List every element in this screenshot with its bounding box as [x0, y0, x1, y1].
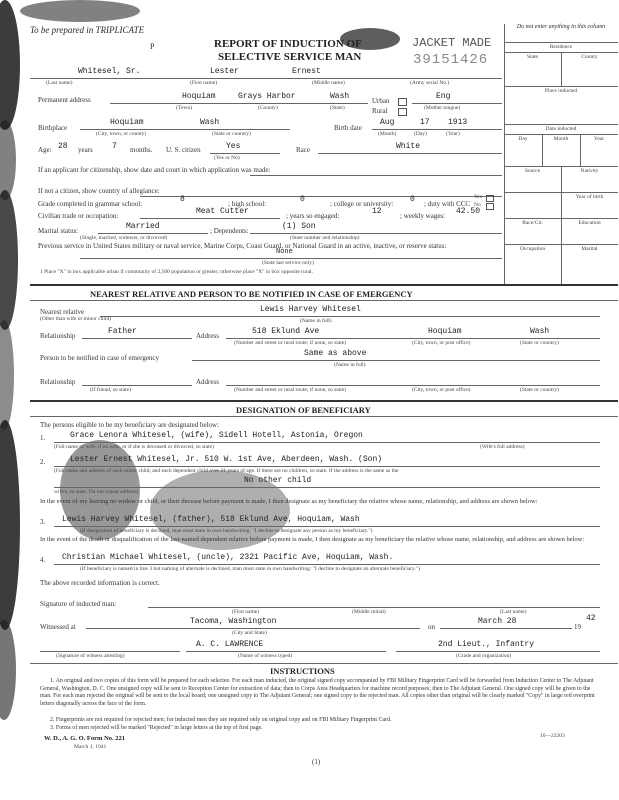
form-number: W. D., A. G. O. Form No. 221: [44, 735, 126, 742]
birth-date-label: Birth date: [334, 124, 362, 132]
last-name-label: (Last name): [46, 80, 73, 86]
witnessed-date: March 28: [478, 617, 517, 626]
rule: [54, 564, 600, 565]
high-school-value: 0: [300, 195, 305, 204]
ccc-no-label: No: [474, 202, 481, 208]
relationship-2-label: Relationship: [40, 378, 76, 386]
marital-status-value: Married: [126, 222, 160, 231]
address-label: Address: [196, 332, 219, 340]
signature-label: Signature of inducted man:: [40, 600, 117, 608]
weekly-wages-value: 42.50: [456, 207, 481, 216]
county-label: (County): [258, 105, 278, 111]
rule: [396, 651, 600, 652]
sig-last-label: (Last name): [500, 609, 527, 615]
rule: [561, 192, 562, 286]
sidebar-county: County: [581, 54, 598, 60]
rule: [100, 316, 600, 317]
header-mark: P: [150, 42, 155, 51]
beneficiary-index-2: 2.: [40, 458, 46, 466]
sidebar-occupation: Occupation: [519, 246, 546, 252]
trade-label: Civilian trade or occupation:: [38, 212, 119, 220]
person-name-label: (Name in full): [334, 362, 366, 368]
address-town-value: Hoquiam: [182, 92, 216, 101]
damage-stain: [20, 0, 140, 22]
witness-name: A. C. LAWRENCE: [196, 640, 264, 649]
instruction-2: 2. Fingerprints are not required for rejected men; for inducted men they are required only on original copy and on FBI Military Fingerprint Card.: [50, 717, 392, 723]
sidebar-state: State: [527, 54, 538, 60]
sidebar-race-cit: Race/Cit.: [522, 220, 543, 226]
citizen-value: Yes: [226, 142, 241, 151]
permanent-address-label: Permanent address: [38, 96, 91, 104]
rule: [186, 651, 386, 652]
race-label: Race: [296, 146, 310, 154]
section-rule: [30, 400, 618, 402]
rule: [148, 607, 600, 608]
section-rule: [30, 663, 618, 664]
rule: [98, 233, 208, 234]
ccc-yes-label: Yes: [474, 194, 483, 200]
city-state-label: (City and State): [232, 630, 267, 636]
rule: [504, 86, 618, 87]
address-2-label: Address: [196, 378, 219, 386]
beneficiary-index-1: 1.: [40, 434, 46, 442]
city-2-label: (City, town, or post office): [412, 387, 471, 393]
damage-stain: [0, 0, 20, 130]
ccc-yes-checkbox: [486, 195, 494, 202]
witness-rank-label: (Grade and organization): [456, 653, 512, 659]
section-rule: [30, 300, 618, 301]
birth-year-label: (Year): [446, 131, 460, 137]
witnessed-year-prefix: 19: [574, 623, 581, 631]
witnessed-place: Tacoma, Washington: [190, 617, 277, 626]
rule: [318, 153, 502, 154]
witnessed-at-label: Witnessed at: [40, 623, 76, 631]
relative-city-value: Hoquiam: [428, 327, 462, 336]
grammar-school-label: Grade completed in grammar school:: [38, 200, 143, 208]
sidebar-day: Day: [518, 136, 528, 142]
town-label: (Town): [176, 105, 193, 111]
sig-first-label: (First name): [232, 609, 260, 615]
weekly-wages-label: ; weekly wages:: [400, 212, 446, 220]
rule: [440, 628, 572, 629]
instructions-heading: INSTRUCTIONS: [270, 666, 335, 676]
beneficiary-line-3-sub: wife's, so state. Do not repeat address): [54, 489, 139, 495]
first-name-label: (First name): [190, 80, 218, 86]
previous-service-sub: (State last service only): [262, 260, 314, 266]
on-label: on: [428, 623, 435, 631]
emergency-heading: NEAREST RELATIVE AND PERSON TO BE NOTIFIED IN CASE OF EMERGENCY: [90, 289, 413, 299]
rule: [504, 244, 618, 245]
birth-day-label: (Day): [414, 131, 427, 137]
form-title-line1: REPORT OF INDUCTION OF: [214, 38, 362, 50]
damage-stain: [0, 420, 20, 630]
state-label-2: (State or country): [520, 340, 559, 346]
beneficiary-index-3: 3.: [40, 518, 46, 526]
age-years-value: 28: [58, 142, 68, 151]
beneficiary-index-4: 4.: [40, 556, 46, 564]
nearest-relative-label: Nearest relative: [40, 308, 85, 316]
birth-month-label: (Month): [378, 131, 397, 137]
previous-service-label: Previous service in United States military or naval service, Marine Corps, Coast Guard, or National Guard in an active, inactive, or reserve status:: [38, 242, 447, 250]
race-value: White: [396, 142, 421, 151]
rule: [54, 466, 600, 467]
information-correct: The above recorded information is correct.: [40, 579, 160, 587]
sidebar-residence: Residence: [549, 44, 573, 50]
person-notified-label: Person to be notified in case of emergency: [40, 354, 160, 362]
rule: [140, 196, 502, 197]
ccc-label: ; duty with CCC: [424, 200, 471, 208]
first-name-value: Lester: [210, 67, 239, 76]
rule: [250, 175, 502, 176]
urban-rural-footnote: 1 Place "X" in box applicable urban if community of 2,500 population or greater; otherwise place "X" in box opposite rural.: [40, 269, 313, 275]
street-label: (Number and street or rural route; if none, so state): [234, 340, 347, 346]
damage-stain: [0, 620, 16, 720]
rule: [82, 338, 192, 339]
rule: [80, 258, 502, 259]
state-2-label: (State or country): [520, 387, 559, 393]
beneficiary-heading: DESIGNATION OF BENEFICIARY: [236, 405, 371, 415]
beneficiary-line-5-sub: (If beneficiary is named in line 3 but naming of alternate is declined, man must state in own handwriting: "I decline to designate an alternate beneficiary."): [80, 566, 420, 572]
rule: [210, 153, 280, 154]
rural-checkbox: [398, 108, 407, 116]
rule: [580, 134, 581, 166]
rule: [561, 52, 562, 86]
citizenship-application-label: If an applicant for citizenship, show date and court in which application was made:: [38, 166, 271, 174]
form-title-line2: SELECTIVE SERVICE MAN: [218, 51, 362, 63]
section-rule: [30, 284, 618, 286]
address-county-value: Grays Harbor: [238, 92, 296, 101]
rule: [54, 442, 600, 443]
relationship-value: Father: [108, 327, 137, 336]
form-date: March 1, 1941: [74, 744, 107, 750]
relative-street-value: 518 Eklund Ave: [252, 327, 320, 336]
instruction-3: 3. Forms of men rejected will be marked "Rejected" in large letters at the top of first page.: [50, 725, 263, 731]
street-2-label: (Number and street or rural route; if none, so state): [234, 387, 347, 393]
college-value: 0: [410, 195, 415, 204]
beneficiary-line-5: Christian Michael Whitesel, (uncle), 2321 Pacific Ave, Hoquiam, Wash.: [62, 553, 394, 562]
citizen-sub: (Yes or No): [214, 155, 240, 161]
sidebar-month: Month: [553, 136, 569, 142]
rule: [542, 134, 543, 166]
rule: [110, 103, 368, 104]
relative-state-value: Wash: [530, 327, 550, 336]
allegiance-label: If not a citizen, show country of allegiance:: [38, 187, 160, 195]
dependents-value: (1) Son: [282, 222, 316, 231]
sidebar-education: Education: [578, 220, 601, 226]
age-months-label: months.: [130, 146, 153, 154]
damage-stain: [0, 320, 14, 430]
mother-tongue-value: Eng: [436, 92, 451, 101]
rule: [412, 103, 502, 104]
city-label: (City, town, or post office): [412, 340, 471, 346]
mother-tongue-label: (Mother tongue): [424, 105, 461, 111]
witness-name-label: (Name of witness typed): [238, 653, 293, 659]
rule: [250, 233, 502, 234]
rule: [82, 385, 192, 386]
sidebar-nativity: Nativity: [580, 168, 599, 174]
nearest-relative-name: Lewis Harvey Whitesel: [260, 305, 361, 314]
sidebar-year: Year: [593, 136, 605, 142]
witness-rank: 2nd Lieut., Infantry: [438, 640, 535, 649]
beneficiary-line-1: Grace Lenora Whitesel, (wife), Sidell Hotell, Astonia, Oregon: [70, 431, 363, 440]
previous-service-value: None: [276, 248, 293, 256]
marital-status-sub: (Single, married, widower, or divorced): [80, 235, 168, 241]
nearest-name-label: (Name in full): [300, 318, 332, 324]
birth-year-value: 1913: [448, 118, 468, 127]
marital-status-label: Marital status:: [38, 227, 79, 235]
beneficiary-line-2: Lester Ernest Whitesel, Jr. 510 W. 1st Ave, Aberdeen, Wash. (Son): [70, 455, 383, 464]
sig-middle-label: (Middle initial): [352, 609, 386, 615]
rule: [54, 487, 600, 488]
beneficiary-paragraph-1: In the event of my leaving no widow or child, or their decease before payment is made, I then designate as my beneficiary the relative whose name, relationship, and address are shown below:: [40, 498, 538, 505]
age-years-label: years: [78, 146, 93, 154]
birth-month-value: Aug: [380, 118, 395, 127]
person-notified-value: Same as above: [304, 349, 367, 358]
beneficiary-line-4: Lewis Harvey Whitesel, (father), 518 Eklund Ave, Hoquiam, Wash: [62, 515, 360, 524]
rule: [561, 166, 562, 192]
rule: [86, 628, 420, 629]
sidebar-place-inducted: Place inducted: [544, 88, 578, 94]
age-months-value: 7: [112, 142, 117, 151]
years-engaged-label: ; years so engaged:: [286, 212, 340, 220]
rule: [192, 360, 600, 361]
birthplace-label: Birthplace: [38, 124, 68, 132]
rule: [54, 526, 600, 527]
beneficiary-line-1-sub: (Full name of wife; if no wife, or if she is deceased or divorced, so state): [54, 444, 214, 450]
army-serial-number: 39151426: [413, 52, 489, 68]
rule: [140, 218, 280, 219]
beneficiary-line-3: No other child: [244, 476, 312, 485]
birth-day-value: 17: [420, 118, 430, 127]
sidebar-source: Source: [524, 168, 541, 174]
witnessed-year: 42: [586, 614, 596, 623]
rule: [226, 338, 600, 339]
state-label: (State): [330, 105, 345, 111]
if-friend-label: (If friend, so state): [90, 387, 131, 393]
print-code: 16—22203: [540, 733, 565, 739]
rule: [504, 124, 618, 125]
ccc-no-checkbox: [486, 203, 494, 210]
rule: [372, 129, 502, 130]
nearest-relative-sub: (Other than wife or minor child): [40, 316, 112, 322]
instruction-1: 1. An original and two copies of this form will be prepared for each selectee. For each man inducted, the original signed copy accompanied by FBI Military Fingerprint Card will be forwarded from Induction Center to The Adjutant General, Washington, D. C. One unsigned copy will be sent to Reception Center for extraction of data; then to Corps Area Headquarters for machine record purposes; then to The Adjutant General. One signed copy will be given to the man. For each man rejected the original will be sent to the local board; one unsigned copy to The Adjutant General; one signed copy to the rejected man. All copies other than original will be clearly marked "Copy" in large red overprint letters diagonally across the face of the form.: [40, 678, 595, 707]
serial-label: (Army serial No.): [410, 80, 450, 86]
witness-signature-label: (Signature of witness attesting): [56, 653, 125, 659]
jacket-made-stamp: JACKET MADE: [412, 36, 492, 50]
section-rule: [30, 416, 618, 417]
urban-label: Urban: [372, 97, 390, 105]
address-state-value: Wash: [330, 92, 350, 101]
sidebar-date-inducted: Date inducted: [545, 126, 577, 132]
age-label: Age:: [38, 146, 52, 154]
rule: [226, 385, 600, 386]
rule: [504, 42, 618, 43]
rule: [40, 651, 180, 652]
birth-state-label: (State or country): [212, 131, 251, 137]
middle-name-label: (Middle name): [312, 80, 345, 86]
sidebar-marital: Marital: [581, 246, 598, 252]
rural-label: Rural: [372, 107, 388, 115]
rule: [504, 218, 618, 219]
rule: [80, 129, 290, 130]
beneficiary-line-4-sub: (If designation of beneficiary is declined, man must state in own handwriting: "I decline to designate any person as my beneficiary."): [80, 528, 373, 534]
relationship-label: Relationship: [40, 332, 76, 340]
prepared-note: To be prepared in TRIPLICATE: [30, 25, 145, 35]
damage-stain: [0, 120, 16, 200]
middle-name-value: Ernest: [292, 67, 321, 76]
grammar-school-value: 8: [180, 195, 185, 204]
years-engaged-value: 12: [372, 207, 382, 216]
urban-checkbox: [398, 98, 407, 106]
beneficiary-line-1-sub2: (Wife's full address): [480, 444, 525, 450]
sidebar-note: Do not enter anything in this column: [516, 24, 606, 30]
high-school-label: ; high school:: [228, 200, 267, 208]
last-name-value: Whitesel, Sr.: [78, 67, 141, 76]
sidebar-year-of-birth: Year of birth: [575, 194, 604, 200]
page-number: (1): [312, 758, 321, 766]
damage-stain: [0, 190, 18, 330]
college-label: ; college or university:: [330, 200, 394, 208]
citizen-label: U. S. citizen: [166, 146, 201, 154]
dependents-label: ; Dependents:: [210, 227, 249, 235]
rule: [30, 78, 502, 79]
birth-city-label: (City, town, or county): [96, 131, 147, 137]
birth-state-value: Wash: [200, 118, 220, 127]
beneficiary-intro: The persons eligible to be my beneficiary are designated below:: [40, 421, 220, 429]
rule: [504, 134, 618, 135]
beneficiary-line-2-sub: (Full name and address of each minor child, and each dependent child over 21 years of age. If there are no children, so state. If the address is the same as the: [54, 468, 399, 474]
birth-city-value: Hoquiam: [110, 118, 144, 127]
trade-value: Meat Cutter: [196, 207, 249, 216]
dependents-sub: (State number and relationship): [290, 235, 360, 241]
beneficiary-paragraph-2: In the event of the death or disqualification of the last-named dependent relative before payment is made, I then designate as my beneficiary the relative whose name, relationship, and address are shown below:: [40, 536, 585, 543]
